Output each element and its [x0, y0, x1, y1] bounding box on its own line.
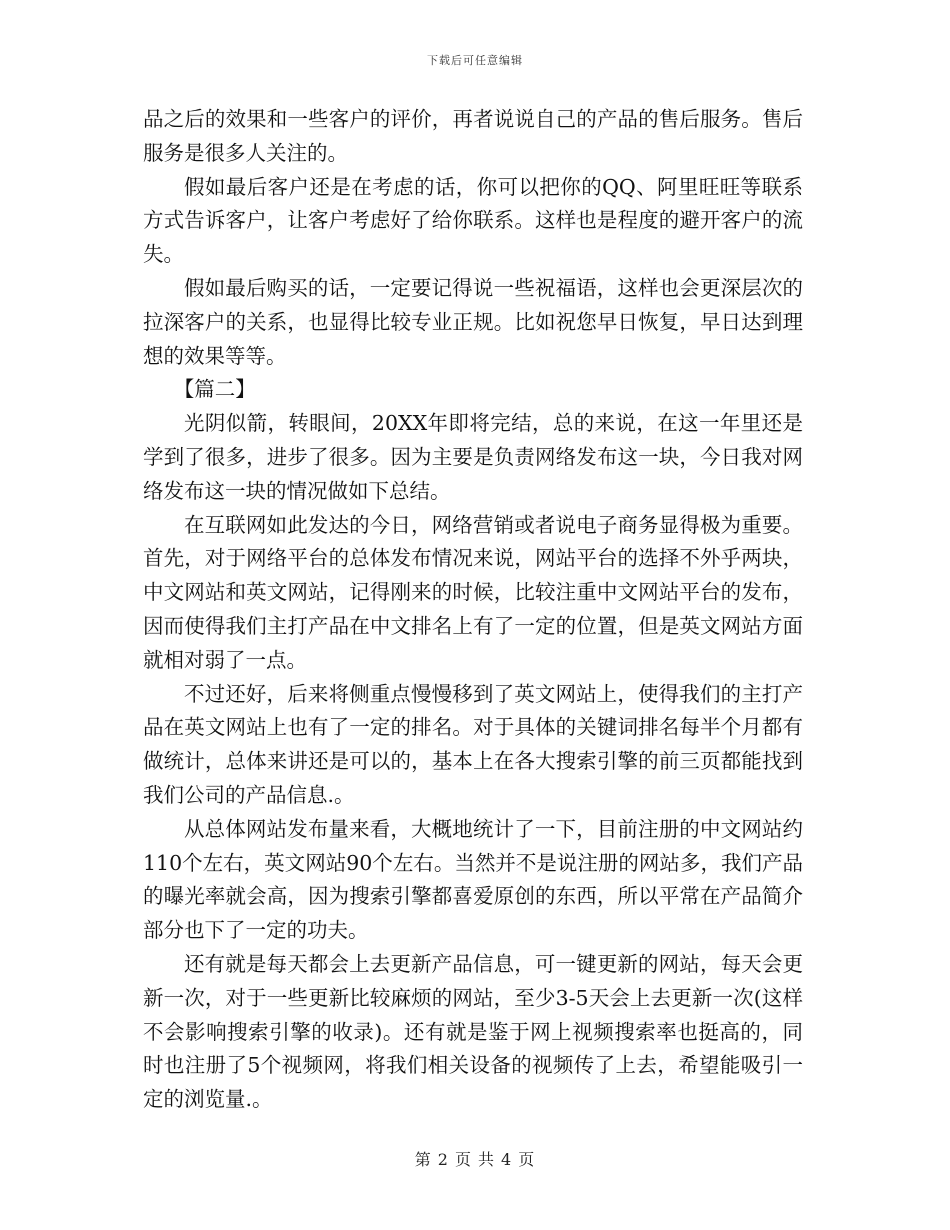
footer-total-word: 共 — [478, 1150, 496, 1169]
document-body — [143, 103, 803, 1117]
footer-page-word: 页 — [454, 1150, 472, 1169]
paragraph: 不过还好，后来将侧重点慢慢移到了英文网站上，使得我们的主打产品在英文网站上也有了一定的排名。对于具体的关键词排名每半个月都有做统计，总体来讲还是可以的，基本上在各大搜索引擎的前三页都能找到我们公司的产品信息.。 — [143, 681, 803, 807]
footer-total-pages: 4 — [501, 1150, 513, 1169]
footer-prefix: 第 — [414, 1150, 432, 1169]
page-header: 下载后可任意编辑 — [427, 54, 523, 67]
paragraph: 在互联网如此发达的今日，网络营销或者说电子商务显得极为重要。首先，对于网络平台的总体发布情况来说，网站平台的选择不外乎两块，中文网站和英文网站，记得刚来的时候，比较注重中文网站平台的发布，因而使得我们主打产品在中文排名上有了一定的位置，但是英文网站方面就相对弱了一点。 — [143, 512, 803, 672]
paragraph-continuation: 品之后的效果和一些客户的评价，再者说说自己的产品的售后服务。售后服务是很多人关注的。 — [143, 107, 803, 165]
paragraph: 假如最后购买的话，一定要记得说一些祝福语，这样也会更深层次的拉深客户的关系，也显得比较专业正规。比如祝您早日恢复，早日达到理想的效果等等。 — [143, 275, 803, 368]
paragraph: 还有就是每天都会上去更新产品信息，可一键更新的网站，每天会更新一次，对于一些更新比较麻烦的网站，至少3-5天会上去更新一次(这样不会影响搜索引擎的收录)。还有就是鉴于网上视频搜索率也挺高的，同时也注册了5个视频网，将我们相关设备的视频传了上去，希望能吸引一定的浏览量.。 — [143, 951, 803, 1112]
paragraph: 假如最后客户还是在考虑的话，你可以把你的QQ、阿里旺旺等联系方式告诉客户，让客户考虑好了给你联系。这样也是程度的避开客户的流失。 — [143, 174, 803, 267]
footer-current-page: 2 — [437, 1150, 449, 1169]
footer-suffix: 页 — [518, 1150, 536, 1169]
paragraph: 从总体网站发布量来看，大概地统计了一下，目前注册的中文网站约110个左右，英文网站90个左右。当然并不是说注册的网站多，我们产品的曝光率就会高，因为搜索引擎都喜爱原创的东西，所以平常在产品简介部分也下了一定的功夫。 — [143, 816, 803, 943]
page-footer — [0, 1147, 950, 1170]
paragraph: 光阴似箭，转眼间，20XX年即将完结，总的来说，在这一年里还是学到了很多，进步了很多。因为主要是负责网络发布这一块，今日我对网络发布这一块的情况做如下总结。 — [143, 411, 803, 503]
section-heading: 【篇二】 — [173, 377, 256, 402]
